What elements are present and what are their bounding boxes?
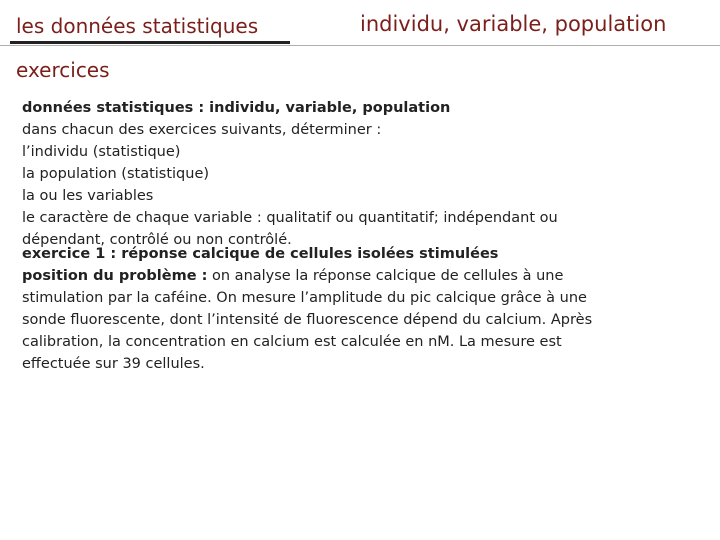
intro-line: la ou les variables <box>22 188 154 204</box>
exercise-1-line <box>22 265 672 287</box>
header-left-title: les données statistiques <box>16 14 259 38</box>
exercise-1-block <box>22 243 672 375</box>
header-divider <box>0 45 720 46</box>
section-title: exercices <box>16 58 110 82</box>
intro-line: l’individu (statistique) <box>22 144 181 160</box>
header-right-title: individu, variable, population <box>360 12 667 36</box>
header-underline <box>10 41 290 44</box>
exercise-1-line: effectuée sur 39 cellules. <box>22 356 205 372</box>
intro-line: dans chacun des exercices suivants, déterminer : <box>22 122 382 138</box>
exercise-1-text: on analyse la réponse calcique de cellules à une <box>207 268 564 284</box>
exercise-1-line: calibration, la concentration en calcium est calculée en nM. La mesure est <box>22 334 562 350</box>
position-label: position du problème : <box>22 268 208 284</box>
exercise-1-title: exercice 1 : réponse calcique de cellules isolées stimulées <box>22 246 499 262</box>
intro-heading: données statistiques : individu, variable, population <box>22 100 451 116</box>
intro-line: dépendant, contrôlé ou non contrôlé. <box>22 232 292 248</box>
intro-line: le caractère de chaque variable : qualitatif ou quantitatif; indépendant ou <box>22 210 558 226</box>
intro-line: la population (statistique) <box>22 166 210 182</box>
intro-block <box>22 97 672 251</box>
exercise-1-line: sonde fluorescente, dont l’intensité de fluorescence dépend du calcium. Après <box>22 312 593 328</box>
exercise-1-line: stimulation par la caféine. On mesure l’amplitude du pic calcique grâce à une <box>22 290 587 306</box>
